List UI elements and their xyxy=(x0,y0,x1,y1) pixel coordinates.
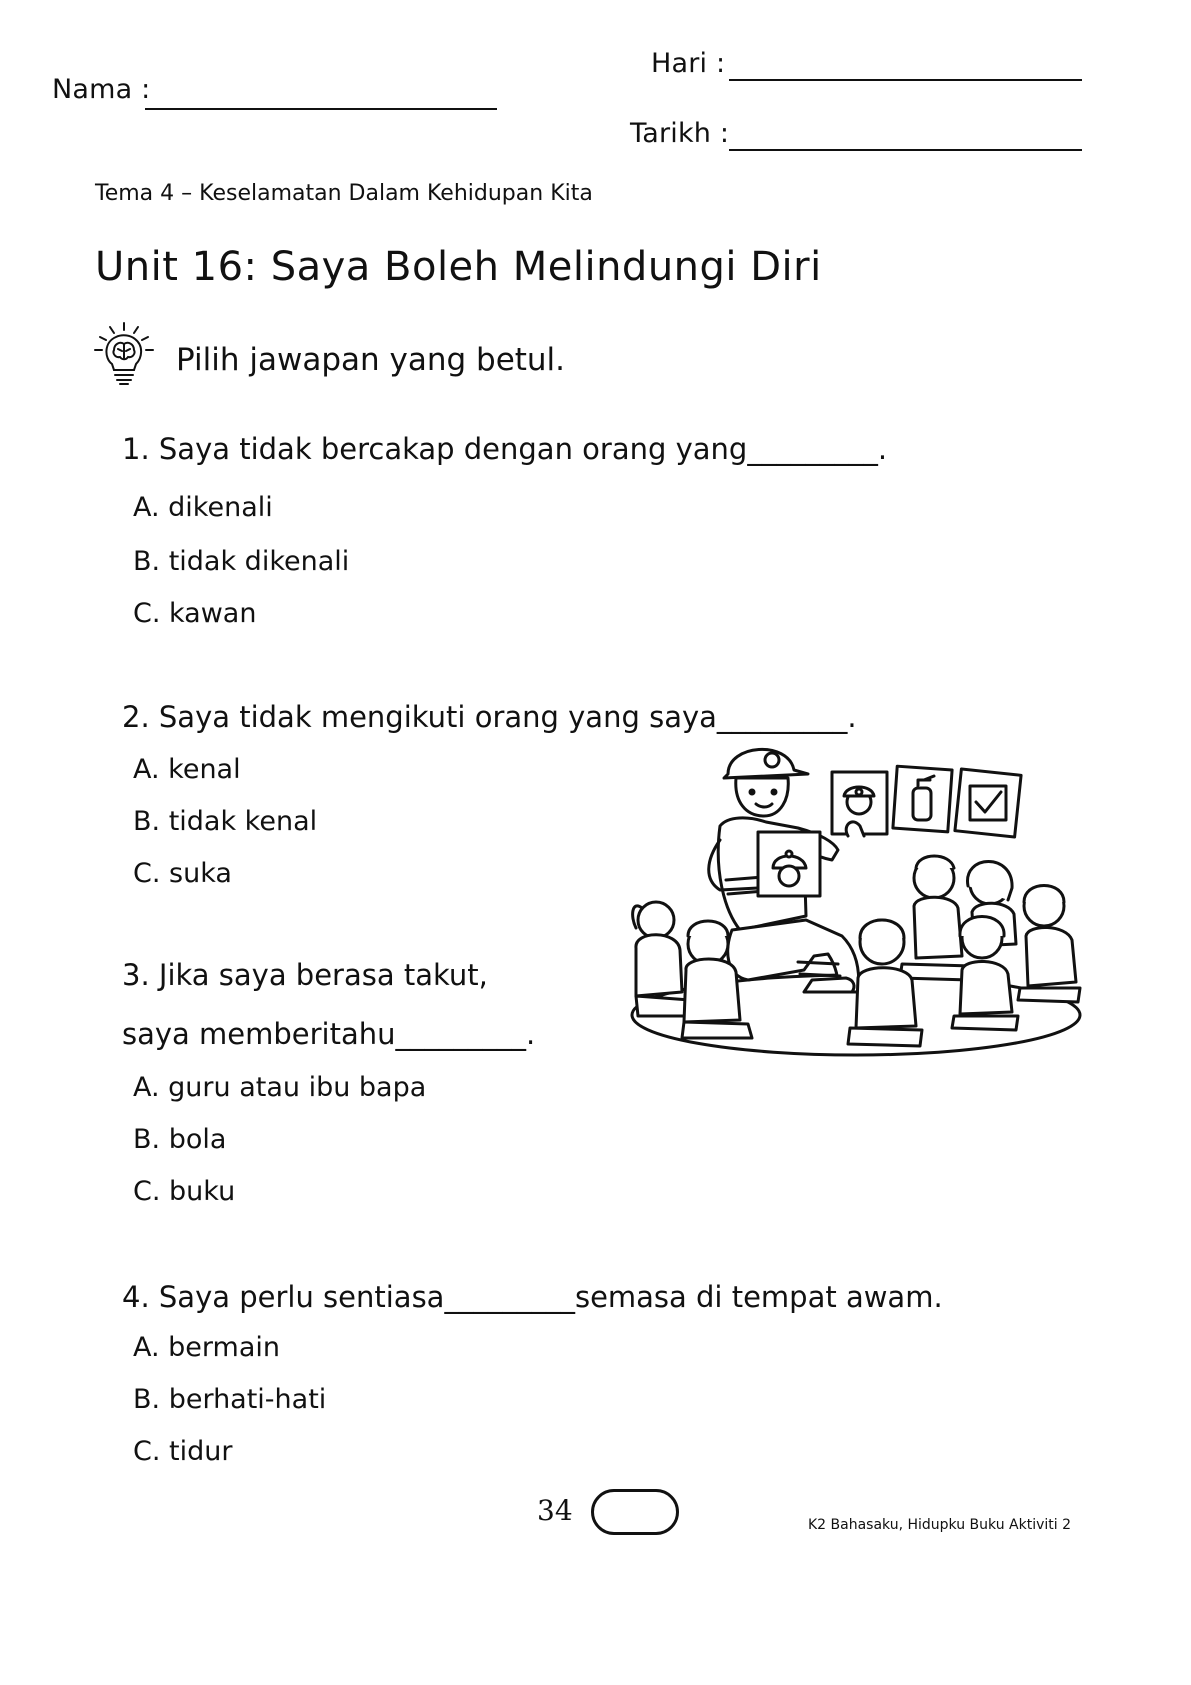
child-figure-right-3 xyxy=(1018,886,1080,1003)
firefighter-teaching-children-illustration xyxy=(628,730,1088,1060)
hari-field[interactable] xyxy=(729,79,1082,81)
theme-line: Tema 4 – Keselamatan Dalam Kehidupan Kita xyxy=(95,181,593,206)
question-1-option-b[interactable]: B. tidak dikenali xyxy=(133,546,350,577)
child-figure-center-1 xyxy=(848,920,922,1046)
question-1: 1. Saya tidak bercakap dengan orang yang_________. xyxy=(122,432,888,466)
question-4: 4. Saya perlu sentiasa_________semasa di tempat awam. xyxy=(122,1280,943,1314)
question-2-option-c[interactable]: C. suka xyxy=(133,858,232,889)
child-figure-right-1 xyxy=(900,856,972,980)
question-2: 2. Saya tidak mengikuti orang yang saya_________. xyxy=(122,700,857,734)
checkmark-card-icon xyxy=(955,769,1021,837)
fire-extinguisher-card-icon xyxy=(893,766,952,832)
instruction-text: Pilih jawapan yang betul. xyxy=(176,342,566,378)
nama-field[interactable] xyxy=(145,108,497,110)
question-3-option-a[interactable]: A. guru atau ibu bapa xyxy=(133,1072,427,1103)
tarikh-label: Tarikh : xyxy=(630,118,730,149)
question-2-option-a[interactable]: A. kenal xyxy=(133,754,241,785)
hari-label: Hari : xyxy=(651,48,726,79)
question-3-line-2: saya memberitahu_________. xyxy=(122,1017,536,1051)
question-3-option-b[interactable]: B. bola xyxy=(133,1124,227,1155)
question-4-option-a[interactable]: A. bermain xyxy=(133,1332,280,1363)
question-2-option-b[interactable]: B. tidak kenal xyxy=(133,806,318,837)
score-box[interactable] xyxy=(591,1489,679,1535)
nama-label: Nama : xyxy=(52,74,151,105)
question-3-option-c[interactable]: C. buku xyxy=(133,1176,236,1207)
page-number: 34 xyxy=(537,1494,573,1527)
question-1-option-c[interactable]: C. kawan xyxy=(133,598,257,629)
lightbulb-brain-icon xyxy=(90,320,158,390)
question-3-line-1: 3. Jika saya berasa takut, xyxy=(122,958,488,992)
book-title-footer: K2 Bahasaku, Hidupku Buku Aktiviti 2 xyxy=(808,1517,1072,1533)
tarikh-field[interactable] xyxy=(729,149,1082,151)
unit-title: Unit 16: Saya Boleh Melindungi Diri xyxy=(95,244,822,290)
question-4-option-b[interactable]: B. berhati-hati xyxy=(133,1384,327,1415)
question-4-option-c[interactable]: C. tidur xyxy=(133,1436,233,1467)
question-1-option-a[interactable]: A. dikenali xyxy=(133,492,273,523)
